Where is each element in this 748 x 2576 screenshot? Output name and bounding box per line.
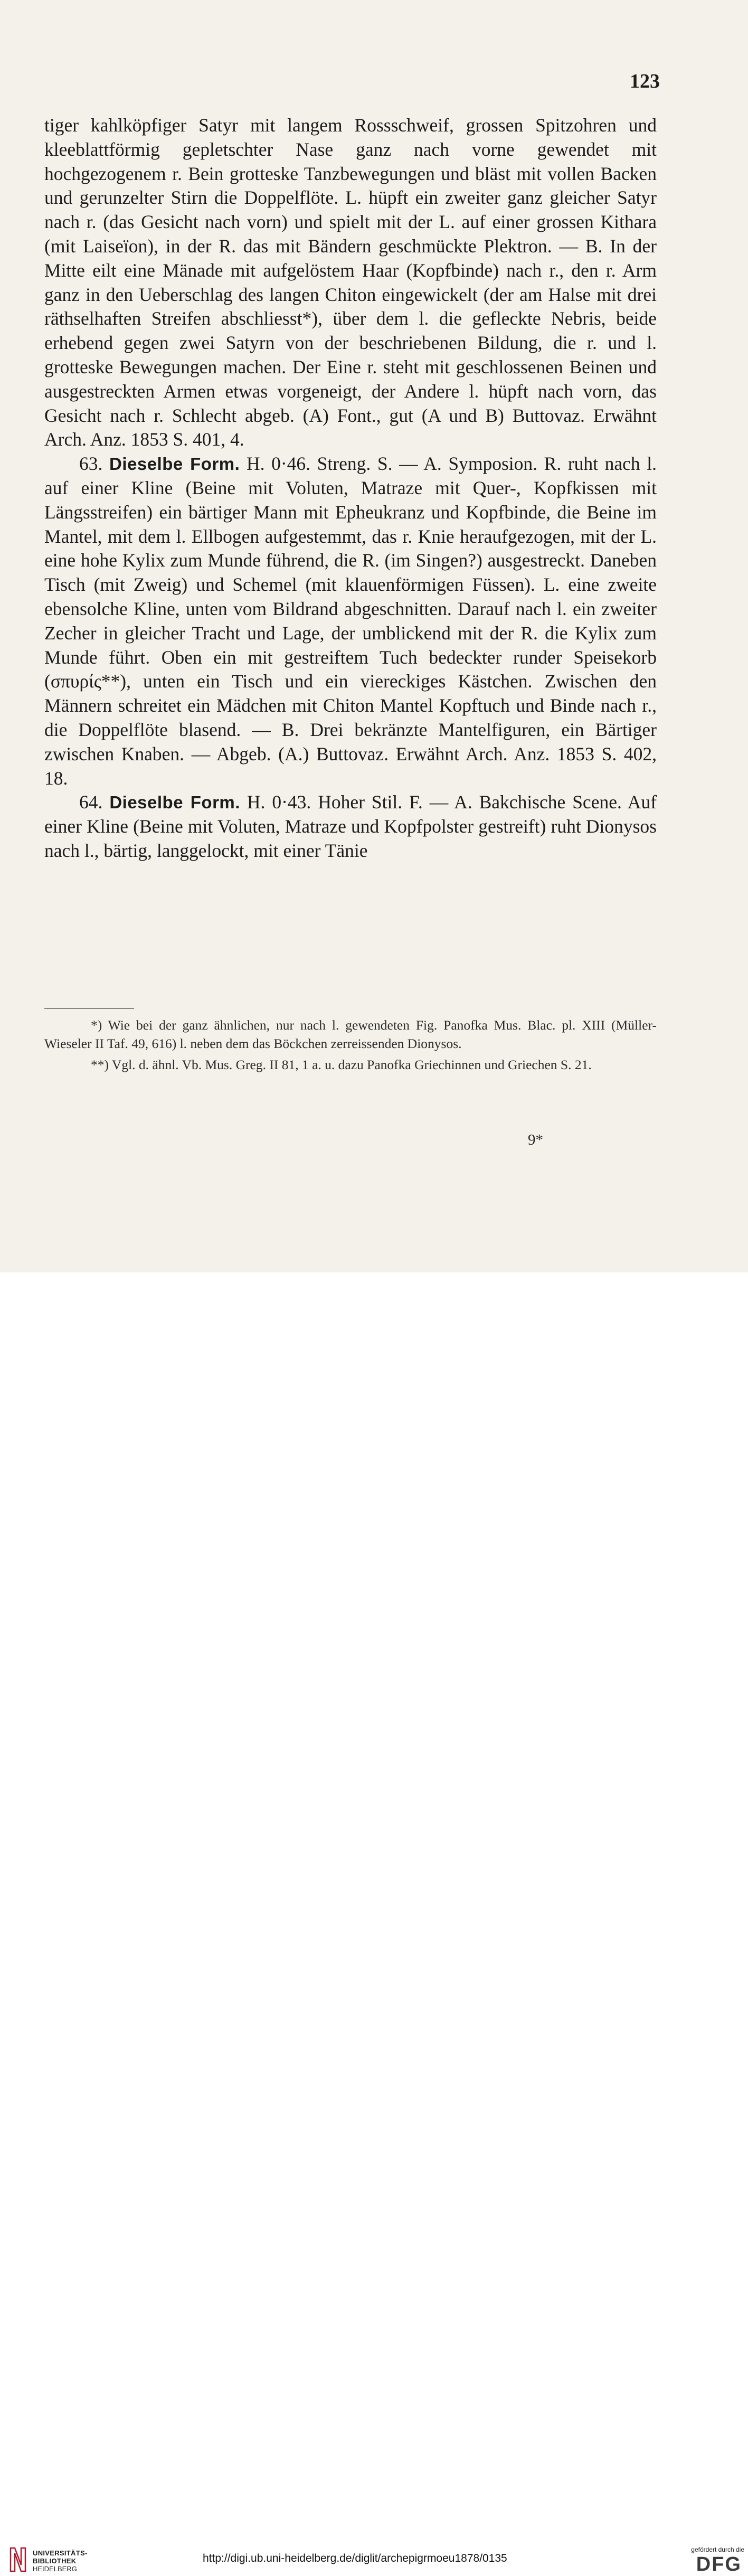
university-library-logo-icon — [7, 2546, 29, 2573]
page-number: 123 — [630, 70, 660, 92]
dfg-logo: DFG — [696, 2553, 742, 2575]
entry-label: Dieselbe Form. — [109, 454, 240, 474]
footnote-1: *) Wie bei der ganz ähnlichen, nur nach l. gewendeten Fig. Panofka Mus. Blac. pl. XIII (Müller-Wieseler II Taf. 49, 616) l. neben dem das Böckchen zerreissenden Dionysos. — [44, 1017, 657, 1051]
footnote-rule — [44, 1008, 134, 1009]
footnotes — [44, 1016, 657, 1074]
sheet-signature: 9* — [528, 1131, 543, 1148]
library-line: UNIVERSITÄTS- — [33, 2549, 88, 2557]
library-name — [33, 2549, 88, 2573]
permalink-url[interactable]: http://digi.ub.uni-heidelberg.de/diglit/archepigrmoeu1878/0135 — [203, 2552, 507, 2564]
entry-label: Dieselbe Form. — [109, 792, 240, 813]
footnote-2: **) Vgl. d. ähnl. Vb. Mus. Greg. II 81, 1 a. u. dazu Panofka Griechinnen und Griechen S. 21. — [91, 1057, 592, 1073]
entry-number: 63. — [79, 453, 103, 475]
catalogue-entry-63 — [44, 452, 657, 790]
body-text — [44, 114, 657, 863]
scanned-page — [0, 0, 748, 1272]
library-line: BIBLIOTHEK — [33, 2557, 77, 2565]
entry-number: 64. — [79, 791, 103, 813]
entry-text: H. 0·46. Streng. S. — A. Symposion. R. ruht nach l. auf einer Kline (Beine mit Voluten, Matraze mit Quer-, Kopfkissen mit Längsstreifen) ein bärtiger Mann mit Epheukranz und Kopfbinde, die Beine im Mantel, mit dem l. Ellbogen aufgestemmt, das r. Knie heraufgezogen, mit der L. eine hohe Kylix zum Munde führend, die R. (im Singen?) ausgestreckt. Daneben Tisch (mit Zweig) und Schemel (mit klauenförmigen Füssen). L. eine zweite ebensolche Kline, unten vom Bildrand abgeschnitten. Darauf nach l. ein zweiter Zecher in gleicher Tracht und Lage, der umblickend mit der R. die Kylix zum Munde führt. Oben ein mit gestreiftem Tuch bedeckter runder Speisekorb (σπυρίς**), unten ein Tisch und ein viereckiges Kästchen. Zwischen den Männern schreitet ein Mädchen mit Chiton Mantel Kopftuch und Binde nach r., die Doppelflöte blasend. — B. Drei bekränzte Mantelfiguren, ein Bärtiger zwischen Knaben. — Abgeb. (A.) Buttovaz. Erwähnt Arch. Anz. 1853 S. 402, 18. — [44, 453, 657, 789]
paragraph-continuation: tiger kahlköpfiger Satyr mit langem Rossschweif, grossen Spitzohren und kleeblattförmig gepletschter Nase ganz nach vorne gewendet mit hochgezogenem r. Bein grotteske Tanzbewegungen und bläst mit vollen Backen und gerunzelter Stirn die Doppelflöte. L. hüpft ein zweiter ganz gleicher Satyr nach r. (das Gesicht nach vorn) und spielt mit der L. auf einer grossen Kithara (mit Laiseïon), in der R. das mit Bändern geschmückte Plektron. — B. In der Mitte eilt eine Mänade mit aufgelöstem Haar (Kopfbinde) nach r., den r. Arm ganz in den Ueberschlag des langen Chiton eingewickelt (der am Halse mit drei räthselhaften Streifen abschliesst*), über dem l. die gefleckte Nebris, beide erhebend gegen zwei Satyrn von der beschriebenen Bildung, die r. und l. grotteske Bewegungen machen. Der Eine r. steht mit geschlossenen Beinen und ausgestreckten Armen etwas vorgeneigt, der Andere l. hüpft nach vorn, das Gesicht nach r. Schlecht abgeb. (A) Font., gut (A und B) Buttovaz. Erwähnt Arch. Anz. 1853 S. 401, 4. — [44, 115, 657, 450]
library-line: HEIDELBERG — [33, 2565, 77, 2573]
catalogue-entry-64 — [44, 790, 657, 863]
entry-text: H. 0·43. Hoher Stil. F. — A. Bakchische Scene. Auf einer Kline (Beine mit Voluten, Matraze und Kopfpolster gestreift) ruht Dionysos nach l., bärtig, langgelockt, mit einer Tänie — [44, 791, 657, 861]
funded-by-label: gefördert durch die — [691, 2546, 744, 2553]
footer-bar — [0, 1272, 748, 2575]
